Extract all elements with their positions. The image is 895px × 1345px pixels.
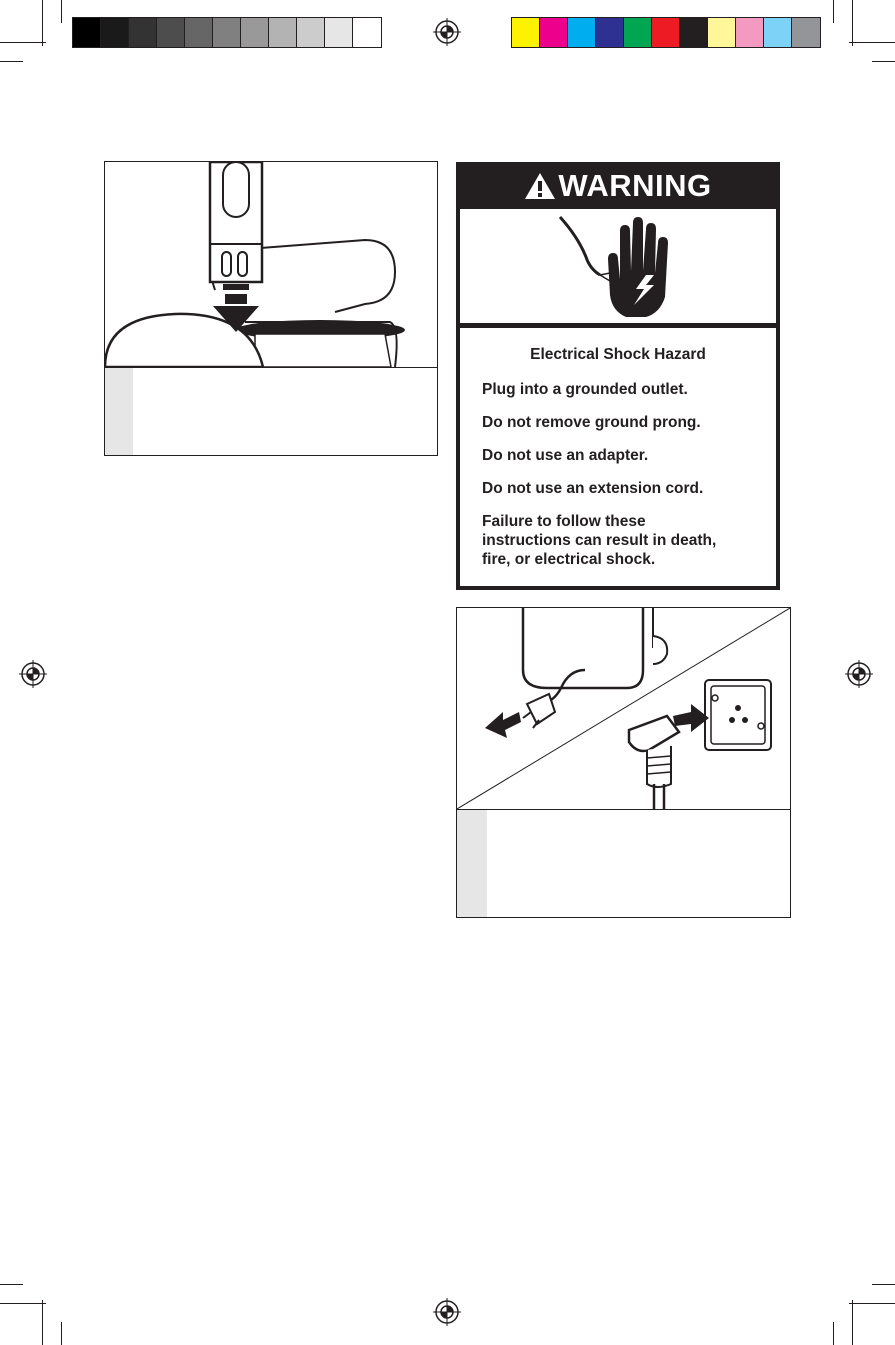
warning-line: Failure to follow these: [482, 513, 646, 530]
crop-mark: [42, 1300, 43, 1345]
color-swatch: [213, 18, 241, 47]
step-caption-strip: [457, 810, 487, 917]
warning-subtitle: Electrical Shock Hazard: [530, 346, 706, 363]
warning-line: Do not use an extension cord.: [482, 480, 704, 497]
warning-title: WARNING: [558, 167, 712, 203]
electrical-shock-hand-icon: [460, 209, 776, 323]
warning-triangle-icon: [524, 172, 556, 200]
color-swatch: [297, 18, 325, 47]
warning-icon-panel: [460, 209, 776, 323]
crop-mark: [833, 1322, 834, 1345]
color-swatch: [157, 18, 185, 47]
color-swatch: [73, 18, 101, 47]
crop-mark: [852, 0, 853, 46]
color-swatch: [792, 18, 820, 47]
registration-mark-icon: [433, 1298, 461, 1326]
color-swatch: [736, 18, 764, 47]
crop-mark: [61, 1322, 62, 1345]
figure-attach-accessory: [104, 161, 438, 456]
color-swatch: [101, 18, 129, 47]
plug-outlet-illustration: [457, 608, 790, 809]
crop-mark: [42, 0, 43, 46]
color-swatch: [680, 18, 708, 47]
color-swatch: [185, 18, 213, 47]
color-swatch: [568, 18, 596, 47]
registration-mark-icon: [433, 18, 461, 46]
color-swatch: [624, 18, 652, 47]
crop-mark: [833, 0, 834, 23]
color-swatch: [540, 18, 568, 47]
crop-mark: [872, 1284, 895, 1285]
crop-mark: [0, 61, 23, 62]
color-swatch: [764, 18, 792, 47]
color-swatch: [129, 18, 157, 47]
warning-header: [456, 162, 780, 209]
figure-plug-in: [456, 607, 791, 918]
crop-mark: [849, 1303, 895, 1304]
crop-mark: [0, 1284, 23, 1285]
warning-line: Do not use an adapter.: [482, 447, 649, 464]
crop-mark: [852, 1300, 853, 1345]
color-swatch: [269, 18, 297, 47]
step-caption-strip: [105, 368, 133, 455]
crop-mark: [0, 1303, 46, 1304]
warning-box: [456, 162, 780, 590]
crop-mark: [61, 0, 62, 23]
color-swatch: [652, 18, 680, 47]
warning-line: fire, or electrical shock.: [482, 551, 656, 568]
color-swatch: [708, 18, 736, 47]
crop-mark: [872, 61, 895, 62]
warning-line: instructions can result in death,: [482, 532, 717, 549]
crop-mark: [0, 42, 46, 43]
color-swatch: [596, 18, 624, 47]
color-swatch: [241, 18, 269, 47]
mixer-beater-illustration: [105, 162, 437, 367]
color-swatch: [353, 18, 381, 47]
warning-line: Do not remove ground prong.: [482, 414, 701, 431]
color-swatch: [325, 18, 353, 47]
warning-text-panel: [460, 328, 776, 586]
crop-mark: [849, 42, 895, 43]
warning-line: Plug into a grounded outlet.: [482, 381, 688, 398]
registration-mark-icon: [19, 660, 47, 688]
color-swatch: [512, 18, 540, 47]
registration-mark-icon: [845, 660, 873, 688]
